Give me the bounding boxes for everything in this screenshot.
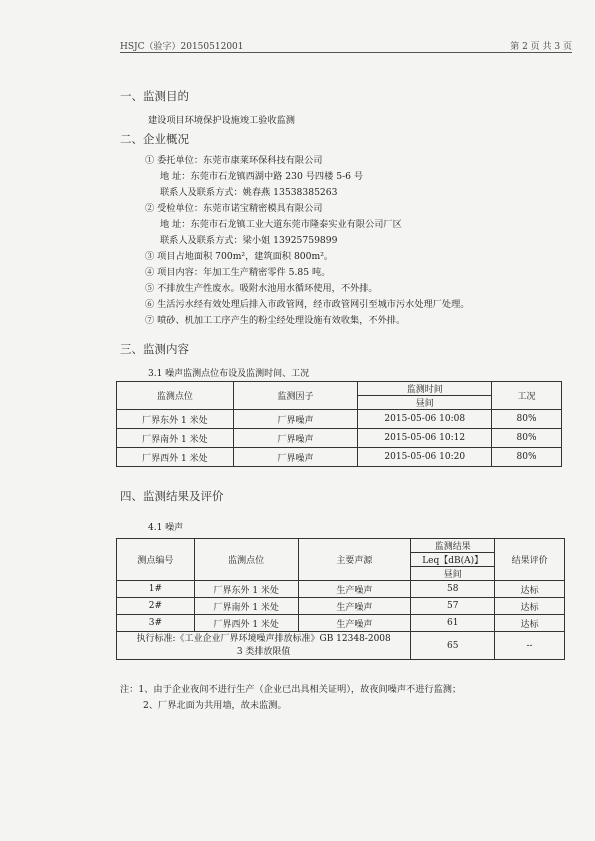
monitoring-points-table <box>116 381 562 467</box>
cell-point: 厂界东外 1 米处 <box>117 410 234 429</box>
cell-condition: 80% <box>492 410 562 429</box>
table-row <box>117 429 562 448</box>
header-point: 监测点位 <box>194 539 298 581</box>
cell-value: 57 <box>411 598 495 615</box>
report-code: HSJC（验字）20150512001 <box>120 42 244 52</box>
standard-text-line2: 3 类排放限值 <box>236 646 291 657</box>
table-row <box>117 410 562 429</box>
cell-eval: 达标 <box>495 581 565 598</box>
cell-point: 厂界西外 1 米处 <box>117 448 234 467</box>
header-no: 测点编号 <box>117 539 195 581</box>
header-condition: 工况 <box>492 382 562 410</box>
header-point: 监测点位 <box>117 382 234 410</box>
header-factor: 监测因子 <box>233 382 358 410</box>
cell-factor: 厂界噪声 <box>233 429 358 448</box>
standard-text-line1: 执行标准:《工业企业厂界环境噪声排放标准》GB 12348-2008 <box>136 633 391 644</box>
cell-point: 厂界南外 1 米处 <box>194 598 298 615</box>
header-source: 主要声源 <box>298 539 411 581</box>
table-2-caption: 4.1 噪声 <box>148 523 184 533</box>
header-result: 监测结果 <box>411 539 495 553</box>
company-line: 地 址：东莞市石龙镇西湖中路 230 号四楼 5-6 号 <box>160 171 364 182</box>
header-unit: Leq【dB(A)】 <box>411 553 495 567</box>
section-heading-3: 三、监测内容 <box>120 342 189 356</box>
cell-condition: 80% <box>492 429 562 448</box>
company-line: ② 受检单位：东莞市诺宝精密模具有限公司 <box>145 203 323 214</box>
cell-point: 厂界南外 1 米处 <box>117 429 234 448</box>
company-line: 联系人及联系方式：姚春燕 13538385263 <box>160 187 338 198</box>
header-day: 昼间 <box>358 396 492 410</box>
cell-standard-value: 65 <box>411 632 495 660</box>
company-line: ④ 项目内容：年加工生产精密零件 5.85 吨。 <box>145 267 331 278</box>
cell-point: 厂界西外 1 米处 <box>194 615 298 632</box>
page-header <box>120 39 572 53</box>
cell-no: 2# <box>117 598 195 615</box>
noise-results-table <box>116 538 565 660</box>
cell-eval: 达标 <box>495 598 565 615</box>
cell-source: 生产噪声 <box>298 615 411 632</box>
table-row <box>117 581 565 598</box>
cell-point: 厂界东外 1 米处 <box>194 581 298 598</box>
note-1: 注：1、由于企业夜间不进行生产（企业已出具相关证明），故夜间噪声不进行监测； <box>120 684 462 695</box>
cell-eval: 达标 <box>495 615 565 632</box>
page-number: 第 2 页 共 3 页 <box>510 42 572 52</box>
section-1-body: 建设项目环境保护设施竣工验收监测 <box>148 115 295 126</box>
company-line: ③ 项目占地面积 700m²，建筑面积 800m²。 <box>145 251 334 262</box>
standard-row <box>117 632 565 660</box>
cell-factor: 厂界噪声 <box>233 448 358 467</box>
company-line: 联系人及联系方式：梁小姐 13925759899 <box>160 235 338 246</box>
section-heading-4: 四、监测结果及评价 <box>120 489 224 503</box>
cell-time: 2015-05-06 10:12 <box>358 429 492 448</box>
company-line: 地 址：东莞市石龙镇工业大道东莞市隆泰实业有限公司厂区 <box>160 219 402 230</box>
company-line: ⑥ 生活污水经有效处理后排入市政管网，经市政管网引至城市污水处理厂处理。 <box>145 299 470 310</box>
company-line: ⑦ 喷砂、机加工工序产生的粉尘经处理设施有效收集，不外排。 <box>145 315 406 326</box>
cell-value: 61 <box>411 615 495 632</box>
header-eval: 结果评价 <box>495 539 565 581</box>
cell-condition: 80% <box>492 448 562 467</box>
section-heading-1: 一、监测目的 <box>120 89 189 103</box>
section-heading-2: 二、企业概况 <box>120 132 189 146</box>
note-2: 2、厂界北面为共用墙，故未监测。 <box>143 700 287 711</box>
company-line: ① 委托单位：东莞市康莱环保科技有限公司 <box>145 155 323 166</box>
cell-source: 生产噪声 <box>298 598 411 615</box>
table-row <box>117 448 562 467</box>
cell-value: 58 <box>411 581 495 598</box>
cell-factor: 厂界噪声 <box>233 410 358 429</box>
table-1-caption: 3.1 噪声监测点位布设及监测时间、工况 <box>148 369 310 379</box>
cell-standard-eval: -- <box>495 632 565 660</box>
company-line: ⑤ 不排放生产性废水。吸附水池用水循环使用，不外排。 <box>145 283 378 294</box>
cell-no: 3# <box>117 615 195 632</box>
header-day: 昼间 <box>411 567 495 581</box>
cell-standard <box>117 632 411 660</box>
cell-no: 1# <box>117 581 195 598</box>
cell-time: 2015-05-06 10:20 <box>358 448 492 467</box>
cell-source: 生产噪声 <box>298 581 411 598</box>
header-time: 监测时间 <box>358 382 492 396</box>
cell-time: 2015-05-06 10:08 <box>358 410 492 429</box>
table-row <box>117 598 565 615</box>
table-row <box>117 615 565 632</box>
